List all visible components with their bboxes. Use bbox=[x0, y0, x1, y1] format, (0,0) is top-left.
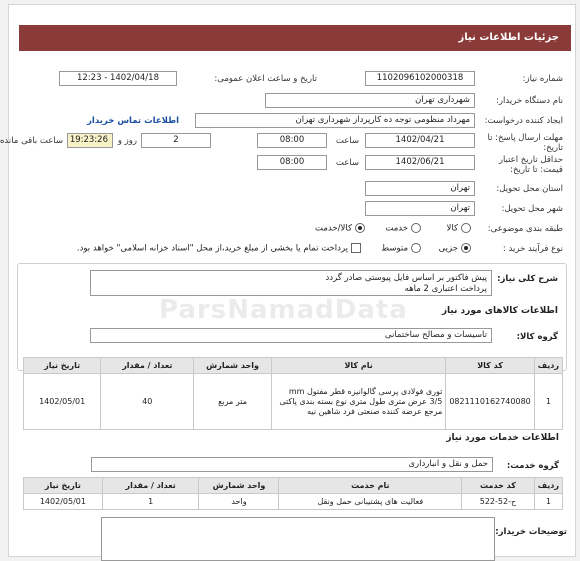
col-name: نام خدمت bbox=[279, 478, 462, 494]
city-label: شهر محل تحویل: bbox=[501, 204, 563, 214]
col-date: تاریخ نیاز bbox=[24, 478, 103, 494]
goods-group-field: تاسیسات و مصالح ساختمانی bbox=[90, 328, 492, 343]
row-date: 1402/05/01 bbox=[24, 494, 103, 510]
process-partial-option[interactable]: جزیی bbox=[439, 243, 471, 254]
validity-time-label: ساعت bbox=[335, 158, 359, 168]
category-service-option[interactable]: خدمت bbox=[385, 223, 421, 234]
deadline-label: مهلت ارسال پاسخ: تا تاریخ: bbox=[487, 133, 563, 153]
process-medium-option[interactable]: متوسط bbox=[381, 243, 421, 254]
category-goods-service-option[interactable]: کالا/خدمت bbox=[315, 223, 365, 234]
row-date: 1402/05/01 bbox=[24, 374, 101, 430]
radio-selected-icon[interactable] bbox=[355, 223, 365, 233]
row-creator bbox=[19, 113, 563, 131]
category-goods-option[interactable]: کالا bbox=[447, 223, 471, 234]
services-table-header bbox=[24, 478, 563, 494]
province-label: استان محل تحویل: bbox=[496, 184, 563, 194]
description-line-2: پرداخت اعتباری 2 ماهه bbox=[404, 284, 487, 294]
row-unit: واحد bbox=[199, 494, 279, 510]
col-name: نام کالا bbox=[271, 358, 445, 374]
deadline-time-label: ساعت bbox=[335, 136, 359, 146]
creator-field: مهرداد منظومی توجه ده کارپرداز شهرداری تهران bbox=[195, 113, 475, 128]
row-name: توری فولادی پرسی گالوانیزه قطر مفتول mm 3/5 عرض متری طول متری نوع بسته بندی پاکتی مرجع عرضه کننده صنعتی فرد شاهین نیه bbox=[271, 374, 445, 430]
remaining-time-field: 19:23:26 bbox=[67, 133, 113, 148]
col-qty: تعداد / مقدار bbox=[101, 358, 194, 374]
category-label: طبقه بندی موضوعی: bbox=[487, 224, 563, 234]
checkbox-icon[interactable] bbox=[351, 243, 361, 253]
col-index: ردیف bbox=[534, 358, 562, 374]
row-validity bbox=[19, 155, 563, 177]
services-table bbox=[23, 477, 563, 510]
row-process bbox=[19, 241, 563, 259]
radio-icon[interactable] bbox=[411, 223, 421, 233]
col-code: کد کالا bbox=[446, 358, 534, 374]
buyer-org-label: نام دستگاه خریدار: bbox=[496, 96, 563, 106]
col-date: تاریخ نیاز bbox=[24, 358, 101, 374]
need-number-label: شماره نیاز: bbox=[522, 74, 563, 84]
buyer-org-field: شهرداری تهران bbox=[265, 93, 475, 108]
buyer-notes-label: توضیحات خریدار: bbox=[495, 527, 567, 537]
goods-table bbox=[23, 357, 563, 430]
col-unit: واحد شمارش bbox=[194, 358, 272, 374]
row-code: ح-52-522 bbox=[462, 494, 535, 510]
row-deadline bbox=[0, 133, 563, 155]
payment-treasury-option[interactable]: پرداخت تمام یا بخشی از مبلغ خرید،از محل "اسناد خزانه اسلامی" خواهد بود. bbox=[77, 243, 361, 254]
remaining-label: ساعت باقی مانده bbox=[0, 136, 63, 146]
col-unit: واحد شمارش bbox=[199, 478, 279, 494]
days-field: 2 bbox=[141, 133, 211, 148]
deadline-date-field: 1402/04/21 bbox=[365, 133, 475, 148]
page-title: جزئیات اطلاعات نیاز bbox=[19, 25, 571, 51]
radio-icon[interactable] bbox=[461, 223, 471, 233]
days-label: روز و bbox=[117, 136, 137, 146]
col-code: کد خدمت bbox=[462, 478, 535, 494]
page-frame bbox=[0, 4, 576, 557]
deadline-time-field: 08:00 bbox=[257, 133, 327, 148]
description-label: شرح کلی نیاز: bbox=[497, 274, 558, 284]
row-code: 0821110162740080 bbox=[446, 374, 534, 430]
contact-info-link[interactable]: اطلاعات تماس خریدار bbox=[87, 116, 179, 126]
row-category bbox=[19, 221, 563, 239]
radio-icon[interactable] bbox=[411, 243, 421, 253]
buyer-notes-textarea[interactable] bbox=[101, 517, 495, 561]
need-number-field: 1102096102000318 bbox=[365, 71, 475, 86]
announce-label: تاریخ و ساعت اعلان عمومی: bbox=[214, 74, 317, 84]
goods-group-label: گروه کالا: bbox=[516, 332, 558, 342]
row-qty: 1 bbox=[102, 494, 199, 510]
description-line-1: پیش فاکتور بر اساس فایل پیوستی صادر گردد bbox=[325, 273, 487, 283]
description-textarea[interactable] bbox=[90, 270, 492, 296]
announce-field: 1402/04/18 - 12:23 bbox=[59, 71, 177, 86]
row-name: فعالیت های پشتیبانی حمل ونقل bbox=[279, 494, 462, 510]
table-row bbox=[24, 374, 563, 430]
radio-selected-icon[interactable] bbox=[461, 243, 471, 253]
row-index: 1 bbox=[534, 374, 562, 430]
details-section bbox=[17, 263, 567, 371]
row-unit: متر مربع bbox=[194, 374, 272, 430]
row-province bbox=[19, 181, 563, 199]
services-section-title: اطلاعات خدمات مورد نیاز bbox=[446, 433, 559, 443]
services-section bbox=[17, 433, 567, 479]
table-row bbox=[24, 494, 563, 510]
validity-label: حداقل تاریخ اعتبار قیمت: تا تاریخ: bbox=[498, 155, 563, 175]
goods-table-header bbox=[24, 358, 563, 374]
validity-time-field: 08:00 bbox=[257, 155, 327, 170]
row-buyer-org bbox=[19, 93, 563, 111]
col-qty: تعداد / مقدار bbox=[102, 478, 199, 494]
process-label: نوع فرآیند خرید : bbox=[502, 244, 563, 254]
services-group-field: حمل و نقل و انبارداری bbox=[91, 457, 493, 472]
goods-section-title: اطلاعات کالاهای مورد نیاز bbox=[441, 306, 558, 316]
city-field: تهران bbox=[365, 201, 475, 216]
creator-label: ایجاد کننده درخواست: bbox=[484, 116, 563, 126]
province-field: تهران bbox=[365, 181, 475, 196]
row-city bbox=[19, 201, 563, 219]
row-index: 1 bbox=[534, 494, 562, 510]
row-qty: 40 bbox=[101, 374, 194, 430]
services-group-label: گروه خدمت: bbox=[506, 461, 559, 471]
row-need-number bbox=[19, 71, 563, 89]
col-index: ردیف bbox=[534, 478, 562, 494]
validity-date-field: 1402/06/21 bbox=[365, 155, 475, 170]
